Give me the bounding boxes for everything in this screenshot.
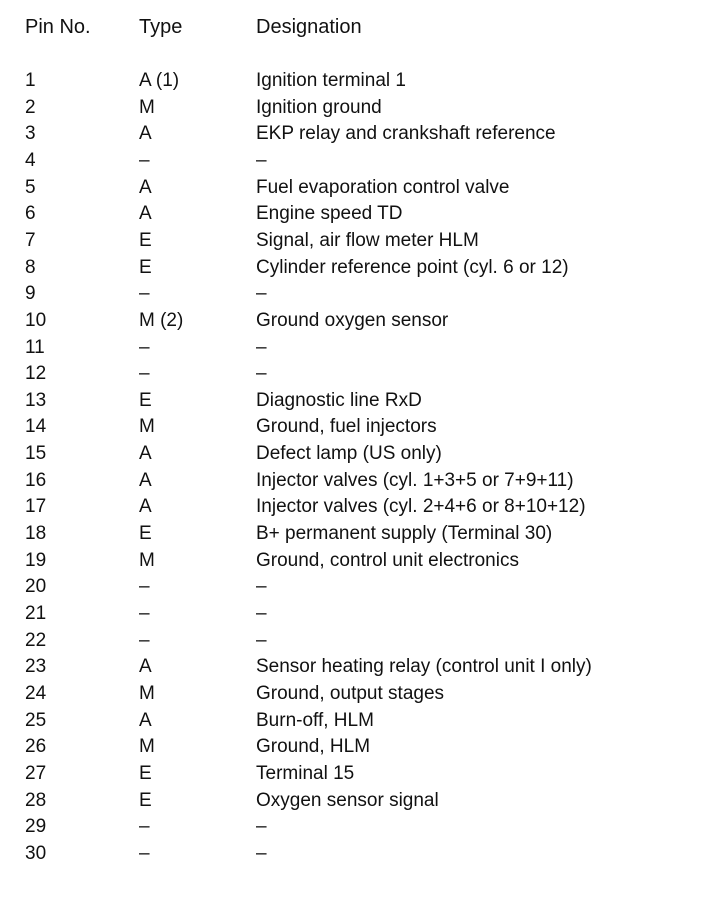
table-row — [0, 255, 704, 281]
table-row — [0, 601, 704, 627]
table-row — [0, 574, 704, 600]
pin-number: 19 — [25, 549, 47, 571]
pin-number: 21 — [25, 603, 47, 624]
table-row — [0, 361, 704, 387]
pin-type: – — [139, 283, 150, 305]
pin-number: 23 — [25, 656, 47, 678]
pin-number: 22 — [25, 629, 47, 651]
table-row — [0, 628, 704, 654]
pin-designation: Diagnostic line RxD — [256, 389, 422, 411]
pin-number: 4 — [25, 149, 36, 171]
pin-type: M — [139, 682, 155, 704]
table-row — [0, 121, 704, 147]
pin-number: 27 — [25, 762, 47, 784]
pin-number: 6 — [25, 203, 36, 225]
pin-type: A — [139, 176, 152, 198]
table-row — [0, 228, 704, 254]
pin-number: 1 — [25, 70, 36, 91]
pin-type: E — [139, 523, 152, 545]
pin-designation: EKP relay and crankshaft reference — [256, 123, 556, 145]
table-row — [0, 68, 704, 94]
pin-type: E — [139, 762, 152, 784]
pin-type: E — [139, 256, 152, 278]
pin-designation: Cylinder reference point (cyl. 6 or 12) — [256, 256, 569, 278]
table-row — [0, 521, 704, 547]
pin-number: 3 — [25, 123, 36, 145]
pin-designation: Ground, HLM — [256, 736, 371, 758]
pin-type: E — [139, 229, 152, 251]
pin-designation: Injector valves (cyl. 1+3+5 or 7+9+11) — [256, 469, 574, 491]
pin-number: 20 — [25, 576, 47, 598]
table-row — [0, 441, 704, 467]
pin-type: M — [139, 96, 155, 118]
table-row — [0, 708, 704, 734]
pin-number: 14 — [25, 416, 47, 438]
pin-designation: – — [256, 363, 267, 385]
table-row — [0, 388, 704, 414]
pin-number: 18 — [25, 523, 47, 545]
pin-number: 29 — [25, 816, 47, 838]
pin-number: 7 — [25, 229, 36, 251]
pin-designation: Fuel evaporation control valve — [256, 176, 510, 198]
pin-designation: Sensor heating relay (control unit I only) — [256, 656, 592, 678]
pin-type: A — [139, 123, 152, 145]
pin-type: E — [139, 389, 152, 411]
header-type: Type — [139, 16, 183, 38]
pin-number: 26 — [25, 736, 47, 758]
table-row — [0, 841, 704, 867]
pin-designation: – — [256, 842, 267, 864]
pin-number: 8 — [25, 256, 36, 278]
pin-designation: B+ permanent supply (Terminal 30) — [256, 523, 553, 545]
pin-designation: Ignition terminal 1 — [256, 70, 406, 91]
table-row — [0, 308, 704, 334]
pin-type: A — [139, 203, 152, 225]
pin-designation: Terminal 15 — [256, 762, 355, 784]
pin-designation: Ground oxygen sensor — [256, 309, 449, 331]
pin-type: M (2) — [139, 309, 184, 331]
pin-number: 25 — [25, 709, 47, 731]
pin-designation: Burn-off, HLM — [256, 709, 374, 731]
table-row — [0, 761, 704, 787]
table-row — [0, 734, 704, 760]
pin-number: 11 — [25, 336, 45, 358]
pin-type: M — [139, 736, 155, 758]
pin-type: M — [139, 549, 155, 571]
pin-number: 13 — [25, 389, 47, 411]
pin-number: 30 — [25, 842, 47, 864]
pin-number: 17 — [25, 496, 47, 518]
pin-designation: – — [256, 603, 267, 624]
pin-type: – — [139, 603, 150, 624]
table-header — [0, 14, 704, 40]
pin-designation: – — [256, 283, 267, 305]
pin-type: A — [139, 443, 152, 465]
pin-type: A — [139, 496, 152, 518]
pin-designation: Ground, fuel injectors — [256, 416, 437, 438]
pin-type: – — [139, 576, 150, 598]
table-row — [0, 654, 704, 680]
table-row — [0, 95, 704, 121]
pin-designation: Signal, air flow meter HLM — [256, 229, 479, 251]
header-pin-no: Pin No. — [25, 16, 91, 38]
table-row — [0, 414, 704, 440]
pin-number: 12 — [25, 363, 47, 385]
pin-designation: – — [256, 336, 267, 358]
table-row — [0, 335, 704, 361]
pin-designation: – — [256, 149, 267, 171]
table-row — [0, 148, 704, 174]
pin-type: – — [139, 629, 150, 651]
pin-number: 9 — [25, 283, 36, 305]
pin-type: A — [139, 709, 152, 731]
pin-designation: Defect lamp (US only) — [256, 443, 442, 465]
pin-type: A — [139, 656, 152, 678]
pin-designation: Injector valves (cyl. 2+4+6 or 8+10+12) — [256, 496, 586, 518]
pin-number: 28 — [25, 789, 47, 811]
pin-designation: – — [256, 629, 267, 651]
pin-designation: Oxygen sensor signal — [256, 789, 439, 811]
pin-type: A — [139, 469, 152, 491]
table-row — [0, 788, 704, 814]
table-row — [0, 681, 704, 707]
pin-type: – — [139, 363, 150, 385]
pin-designation: – — [256, 576, 267, 598]
pin-type: M — [139, 416, 155, 438]
header-designation: Designation — [256, 16, 362, 38]
pin-designation: Engine speed TD — [256, 203, 403, 225]
pin-type: E — [139, 789, 152, 811]
table-row — [0, 201, 704, 227]
pin-number: 10 — [25, 309, 47, 331]
pin-designation: Ground, control unit electronics — [256, 549, 519, 571]
pin-number: 15 — [25, 443, 47, 465]
table-row — [0, 548, 704, 574]
pin-number: 5 — [25, 176, 36, 198]
pin-number: 24 — [25, 682, 47, 704]
pin-type: – — [139, 149, 150, 171]
table-row — [0, 281, 704, 307]
table-row — [0, 175, 704, 201]
table-row — [0, 494, 704, 520]
table-row — [0, 468, 704, 494]
pin-designation: Ignition ground — [256, 96, 382, 118]
pin-number: 2 — [25, 96, 36, 118]
pin-type: – — [139, 816, 150, 838]
pin-type: A (1) — [139, 70, 180, 91]
pin-designation: Ground, output stages — [256, 682, 445, 704]
pin-number: 16 — [25, 469, 47, 491]
pin-designation: – — [256, 816, 267, 838]
pin-type: – — [139, 842, 150, 864]
table-row — [0, 814, 704, 840]
pin-type: – — [139, 336, 150, 358]
